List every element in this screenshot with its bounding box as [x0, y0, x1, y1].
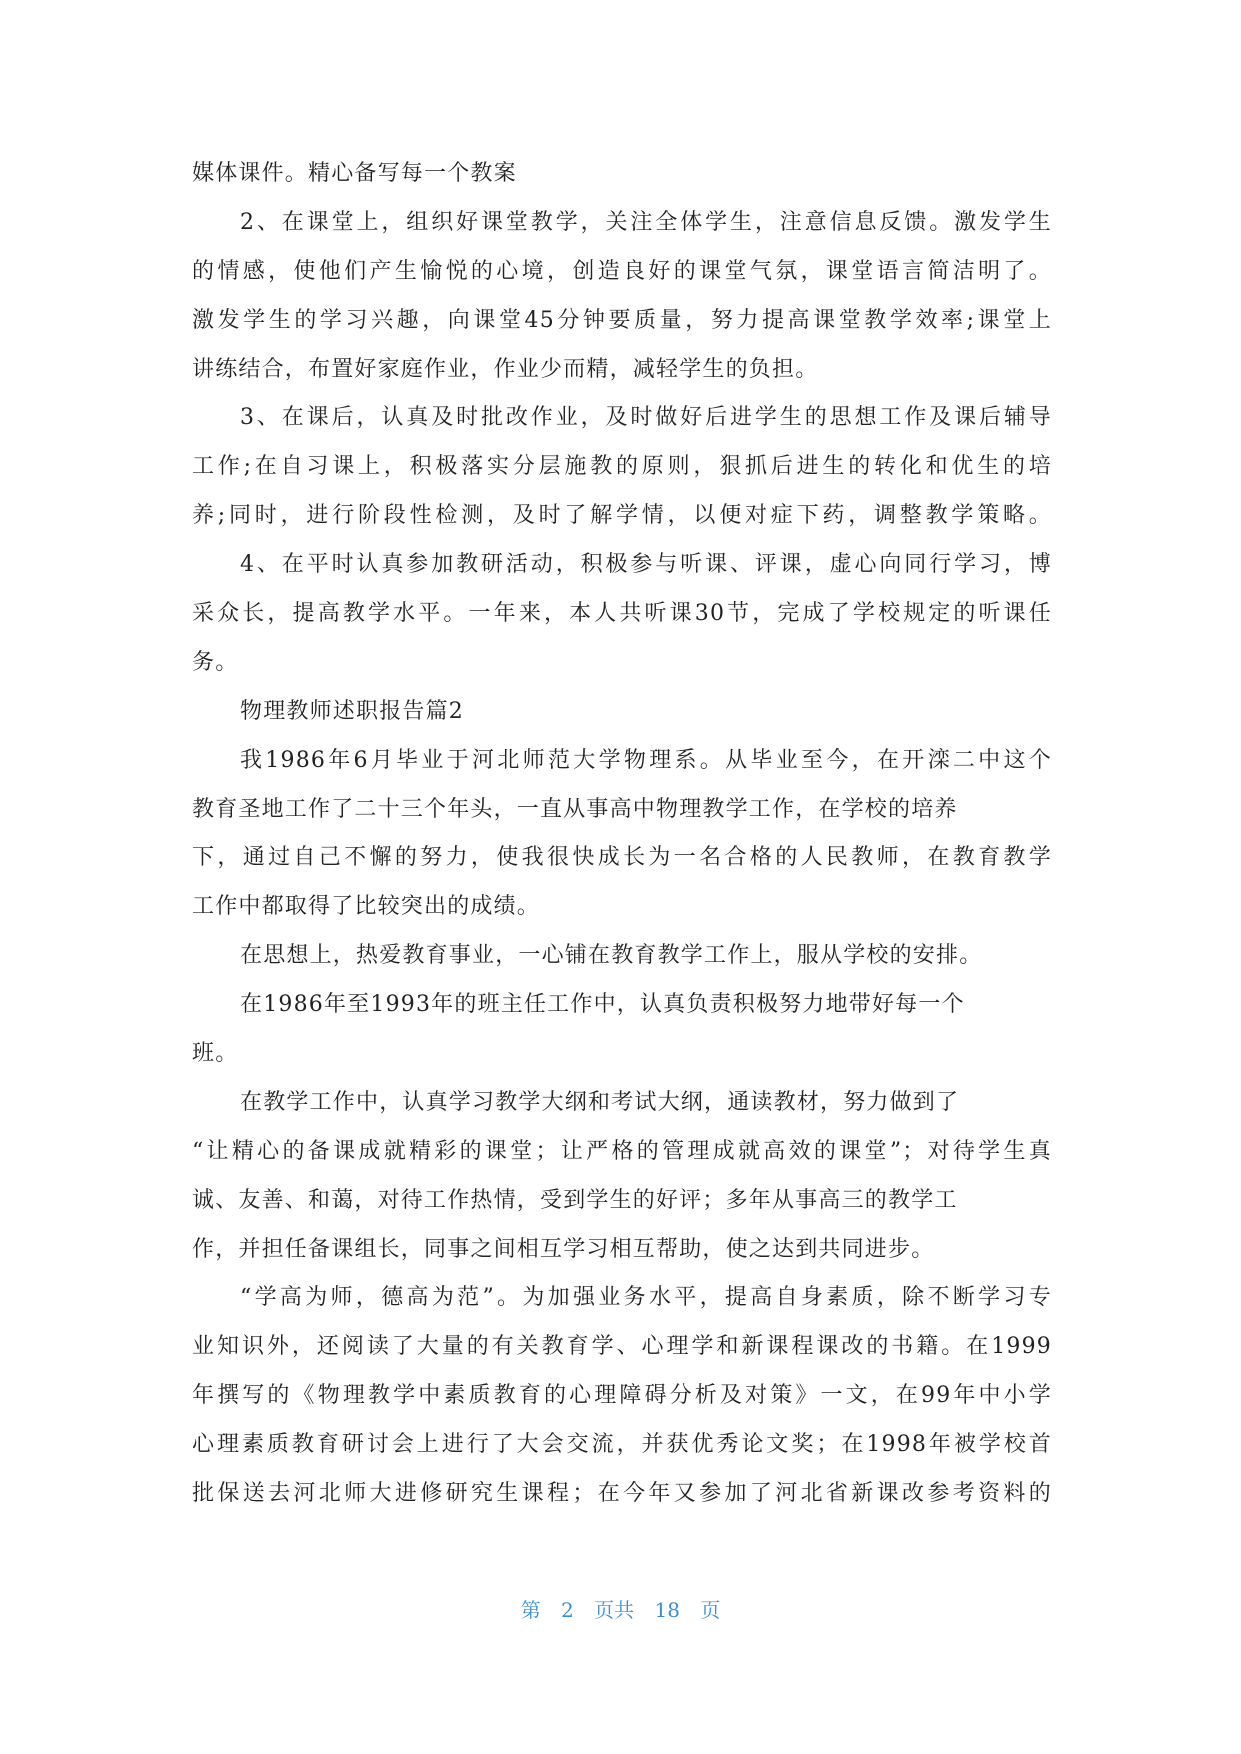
text-line: 作，并担任备课组长，同事之间相互学习相互帮助，使之达到共同进步。: [192, 1236, 935, 1262]
text-line: 媒体课件。精心备写每一个教案: [192, 161, 517, 186]
text-line: 工作;在自习课上，积极落实分层施教的原则，狠抓后进生的转化和优生的培: [192, 454, 1052, 480]
text-line: 在1986年至1993年的班主任工作中，认真负责积极努力地带好每一个: [240, 992, 965, 1018]
text-line: 业知识外，还阅读了大量的有关教育学、心理学和新课程课改的书籍。在1999: [192, 1334, 1052, 1360]
text-line: 年撰写的《物理教学中素质教育的心理障碍分析及对策》一文，在99年中小学: [192, 1383, 1052, 1409]
text-line: 养;同时，进行阶段性检测，及时了解学情，以便对症下药，调整教学策略。: [192, 503, 1052, 529]
text-line: 在教学工作中，认真学习教学大纲和考试大纲，通读教材，努力做到了: [240, 1089, 960, 1115]
text-line: 教育圣地工作了二十三个年头，一直从事高中物理教学工作，在学校的培养: [192, 796, 958, 822]
text-line: 采众长，提高教学水平。一年来，本人共听课30节，完成了学校规定的听课任: [192, 601, 1052, 627]
text-line: “学高为师，德高为范”。为加强业务水平，提高自身素质，除不断学习专: [240, 1285, 1052, 1311]
section-heading: 物理教师述职报告篇2: [240, 698, 464, 724]
current-page-number: 2: [561, 1598, 574, 1622]
text-line: 批保送去河北师大进修研究生课程；在今年又参加了河北省新课改参考资料的: [192, 1481, 1052, 1507]
text-line: 务。: [192, 649, 239, 675]
text-line: 在思想上，热爱教育事业，一心铺在教育教学工作上，服从学校的安排。: [240, 943, 983, 969]
text-line: 的情感，使他们产生愉悦的心境，创造良好的课堂气氛，课堂语言简洁明了。: [192, 258, 1052, 284]
text-line: 2、在课堂上，组织好课堂教学，关注全体学生，注意信息反馈。激发学生: [240, 209, 1052, 235]
footer-suffix: 页: [700, 1598, 721, 1622]
document-body: [192, 150, 1052, 1519]
text-line: 工作中都取得了比较突出的成绩。: [192, 894, 541, 920]
text-line: 心理素质教育研讨会上进行了大会交流，并获优秀论文奖；在1998年被学校首: [192, 1432, 1052, 1458]
text-line: 班。: [192, 1041, 239, 1067]
page-footer: [0, 1594, 1241, 1623]
footer-prefix: 第: [520, 1598, 541, 1622]
text-line: 激发学生的学习兴趣，向课堂45分钟要质量，努力提高课堂教学效率;课堂上: [192, 307, 1052, 333]
text-line: “让精心的备课成就精彩的课堂；让严格的管理成就高效的课堂”；对待学生真: [192, 1138, 1052, 1164]
text-line: 4、在平时认真参加教研活动，积极参与听课、评课，虚心向同行学习，博: [240, 552, 1052, 578]
total-page-count: 18: [654, 1598, 680, 1622]
text-line: 下，通过自己不懈的努力，使我很快成长为一名合格的人民教师，在教育教学: [192, 845, 1052, 871]
text-line: 讲练结合，布置好家庭作业，作业少而精，减轻学生的负担。: [192, 356, 819, 382]
text-line: 3、在课后，认真及时批改作业，及时做好后进学生的思想工作及课后辅导: [240, 405, 1052, 431]
text-line: 我1986年6月毕业于河北师范大学物理系。从毕业至今，在开滦二中这个: [240, 747, 1052, 773]
footer-middle: 页共: [594, 1598, 635, 1622]
text-line: 诚、友善、和蔼，对待工作热情，受到学生的好评；多年从事高三的教学工: [192, 1187, 958, 1213]
